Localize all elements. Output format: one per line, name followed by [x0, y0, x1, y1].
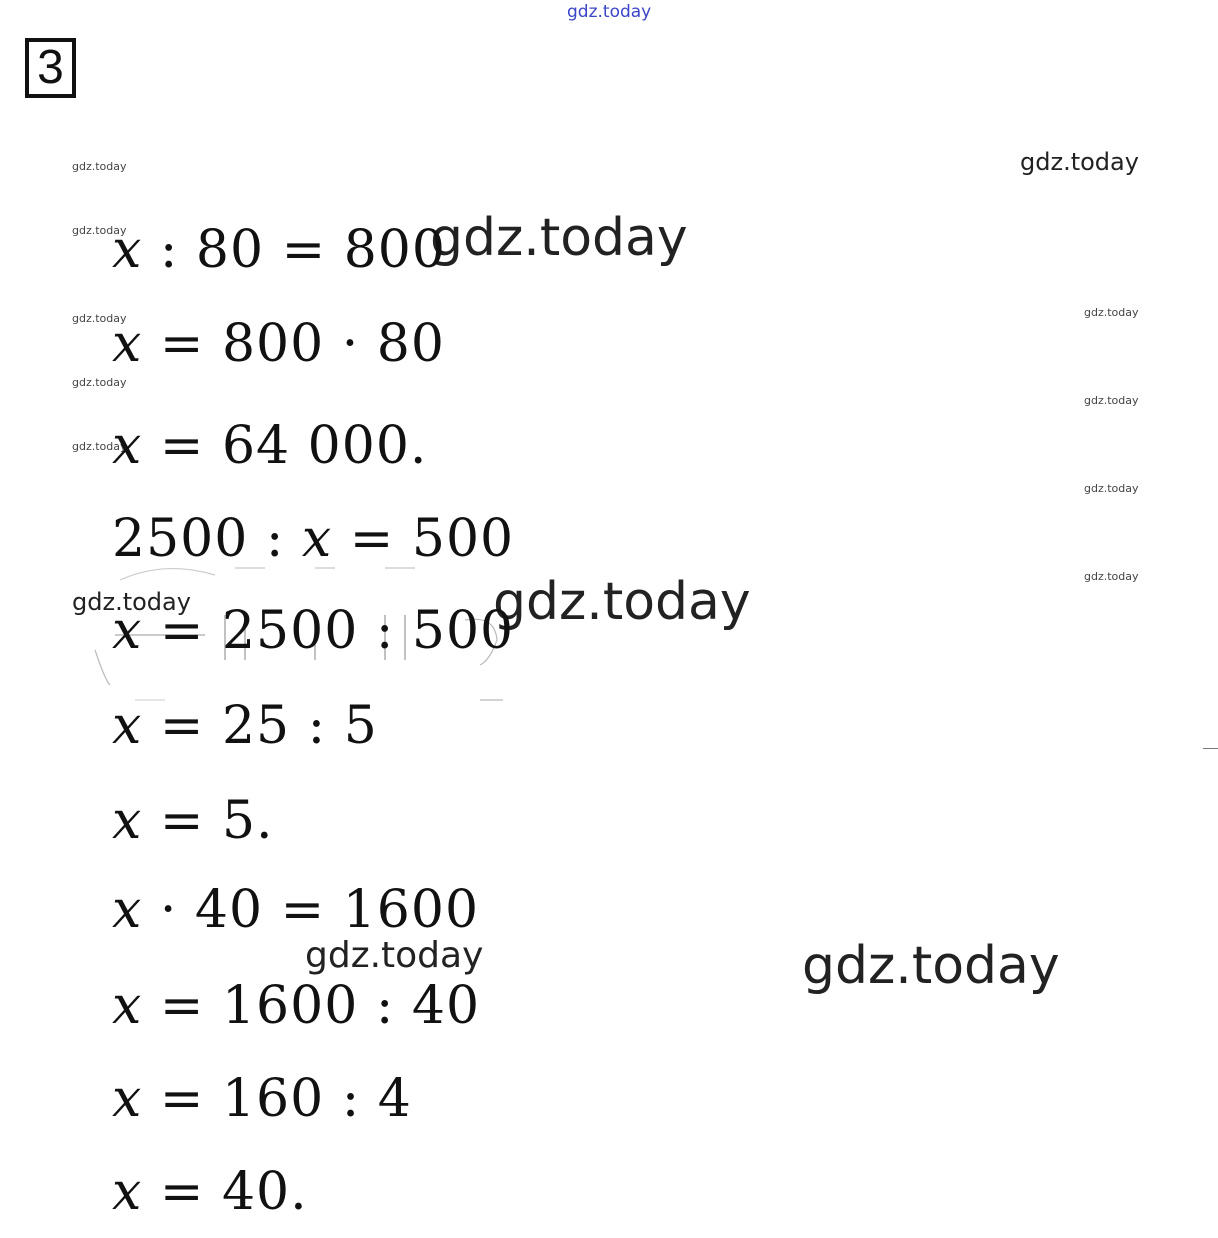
watermark-medium: gdz.today [305, 935, 484, 976]
equation-variable: x [112, 220, 143, 280]
equation-line [112, 314, 445, 374]
equation-text: = 800 · 80 [142, 314, 445, 374]
equation-text: = 5. [142, 791, 274, 851]
equation-line [112, 976, 481, 1036]
watermark-small: gdz.today [1084, 394, 1139, 407]
equation-variable: x [112, 880, 143, 940]
watermark-large: gdz.today [802, 936, 1060, 996]
equation-line [112, 791, 274, 851]
watermark-small: gdz.today [1084, 482, 1139, 495]
equation-line [112, 416, 428, 476]
watermark-small: gdz.today [72, 312, 127, 325]
equation-line [112, 509, 515, 569]
watermark-small: gdz.today [72, 160, 127, 173]
equation-text: : 80 = 800 [142, 220, 446, 280]
edge-tick [1203, 748, 1218, 749]
equation-text: 2500 : x = 500 [112, 509, 515, 569]
watermark-small: gdz.today [72, 440, 127, 453]
equation-line [112, 1162, 308, 1222]
equation-variable: x [112, 1069, 143, 1129]
watermark-large: gdz.today [430, 208, 688, 268]
equation-variable: x [112, 696, 143, 756]
watermark-small: gdz.today [72, 376, 127, 389]
equation-variable: x [112, 791, 143, 851]
equation-variable: x [112, 314, 143, 374]
watermark-large: gdz.today [493, 572, 751, 632]
equation-text: = 64 000. [142, 416, 428, 476]
equation-variable: x [112, 601, 143, 661]
equation-text: = 160 : 4 [142, 1069, 412, 1129]
watermark-small: gdz.today [1084, 306, 1139, 319]
equation-line [112, 1069, 412, 1129]
equation-variable: x [112, 976, 143, 1036]
watermark-medium: gdz.today [1020, 148, 1139, 176]
watermark-top: gdz.today [567, 2, 652, 22]
equation-text: = 1600 : 40 [142, 976, 481, 1036]
task-number-badge: 3 [25, 38, 76, 98]
equation-line [112, 696, 378, 756]
watermark-medium: gdz.today [72, 588, 191, 616]
equation-variable: x [112, 1162, 143, 1222]
equation-line [112, 880, 480, 940]
equation-variable: x [112, 416, 143, 476]
equation-text: = 40. [142, 1162, 308, 1222]
watermark-small: gdz.today [72, 224, 127, 237]
equation-line [112, 220, 446, 280]
equation-text: · 40 = 1600 [142, 880, 480, 940]
equation-line [112, 601, 515, 661]
watermark-small: gdz.today [1084, 570, 1139, 583]
equation-text: = 2500 : 500 [142, 601, 515, 661]
equation-text: = 25 : 5 [142, 696, 378, 756]
